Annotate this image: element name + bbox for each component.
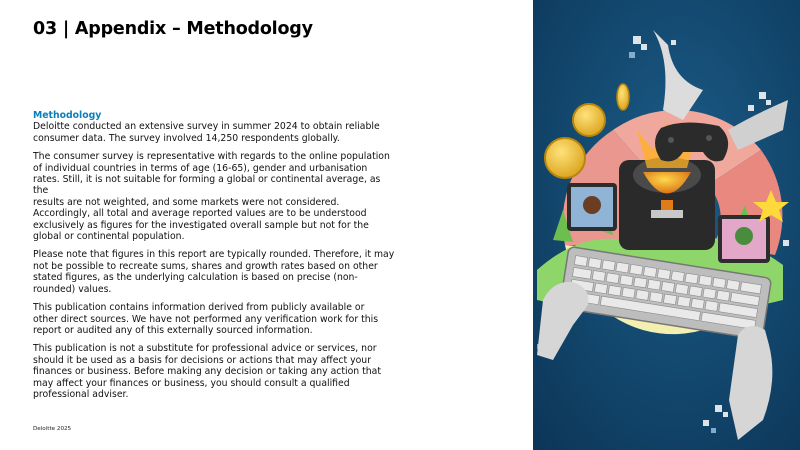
methodology-paragraph: This publication is not a substitute for professional advice or services, nor should it be used as a basis for decisions or actions that may affect your finances or business. Before making any decision or taking any action that may affect your finances or business, you should consult a qualified professional adviser. — [33, 343, 382, 400]
methodology-section — [33, 110, 395, 407]
methodology-paragraph: Please note that figures in this report are typically rounded. Therefore, it may not be possible to recreate sums, shares and growth rates based on other stated figures, as the underlying calculation is based on precise (non- rounded) values. — [33, 249, 395, 295]
methodology-intro: Deloitte conducted an extensive survey in summer 2024 to obtain reliable consumer data. The survey involved 14,250 respondents globally. — [33, 121, 380, 144]
footer-copyright: Deloitte 2025 — [33, 426, 72, 432]
page-title: 03 | Appendix – Methodology — [33, 19, 313, 39]
methodology-heading: Methodology — [33, 110, 102, 121]
methodology-paragraph: The consumer survey is representative with regards to the online population of individual countries in terms of age (16-65), gender and urbanisation rates. Still, it is not suitable for forming a global or continental average, as the results are not weighted, and some markets were not considered. Accordingly, all total and average reported values are to be understood exclusively as figures for the investigated overall sample but not for the global or continental population. — [33, 151, 390, 243]
gaming-collage-icon — [533, 0, 800, 450]
methodology-paragraph: This publication contains information derived from publicly available or other direct sources. We have not performed any verification work for this report or audited any of this externally sourced information. — [33, 302, 379, 336]
